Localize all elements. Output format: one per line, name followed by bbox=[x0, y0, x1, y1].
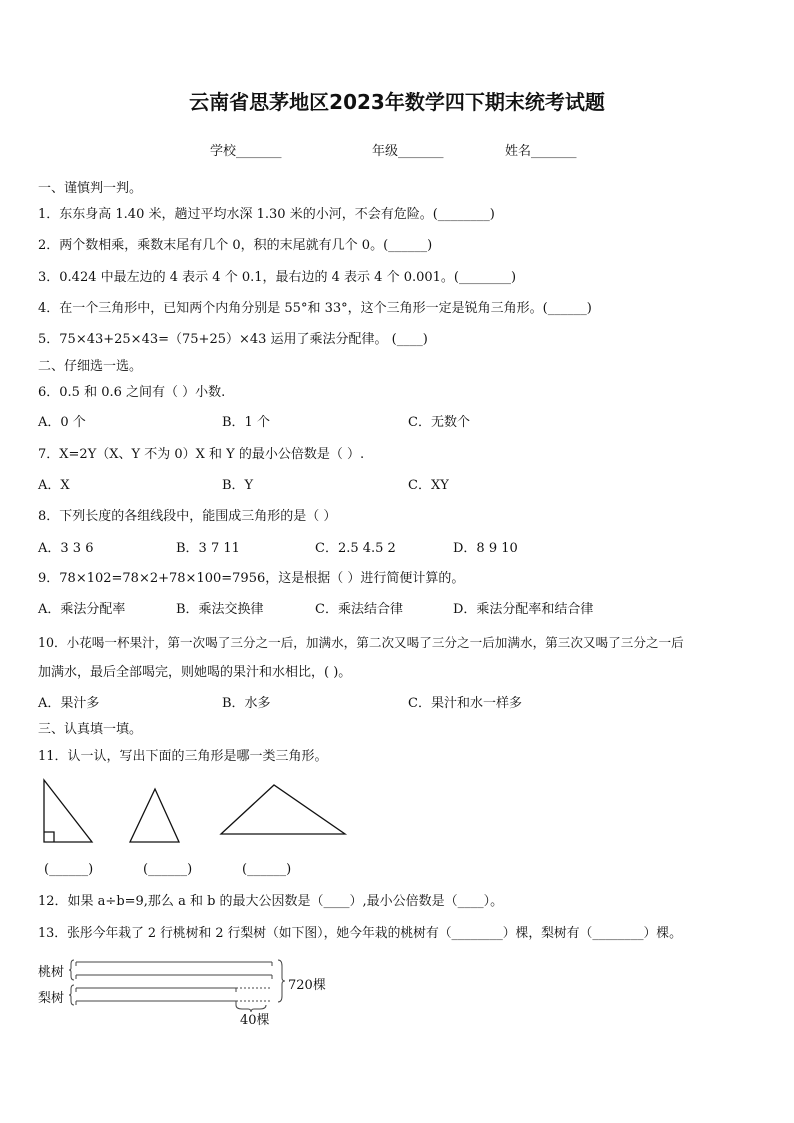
pear-tree-label: 梨树 bbox=[38, 991, 65, 1006]
question-9: 9．78×102=78×2+78×100=7956，这是根据（ ）进行简便计算的。 bbox=[38, 571, 465, 586]
page-title: 云南省思茅地区2023年数学四下期末统考试题 bbox=[189, 90, 605, 114]
q7-option-c[interactable]: C．XY bbox=[408, 478, 449, 493]
question-13: 13．张彤今年栽了 2 行桃树和 2 行梨树（如下图），她今年栽的桃树有（________）棵，梨树有（________）棵。 bbox=[38, 926, 682, 941]
q7-option-b[interactable]: B．Y bbox=[222, 478, 254, 493]
question-3: 3．0.424 中最左边的 4 表示 4 个 0.1，最右边的 4 表示 4 个 0.001。(________) bbox=[38, 270, 517, 285]
peach-tree-label: 桃树 bbox=[38, 965, 65, 980]
q10-option-a[interactable]: A．果汁多 bbox=[38, 696, 100, 711]
question-10-line-2: 加满水，最后全部喝完，则她喝的果汁和水相比，( )。 bbox=[38, 665, 352, 680]
q11-blank-1[interactable]: (______) bbox=[44, 862, 94, 877]
question-8: 8．下列长度的各组线段中，能围成三角形的是（ ） bbox=[38, 509, 337, 524]
q9-option-b[interactable]: B．乘法交换律 bbox=[176, 602, 264, 617]
section-heading-3: 三、认真填一填。 bbox=[38, 722, 143, 737]
name-field[interactable]: 姓名_______ bbox=[505, 144, 577, 159]
q6-option-b[interactable]: B．1 个 bbox=[222, 415, 270, 430]
q9-option-d[interactable]: D．乘法分配率和结合律 bbox=[453, 602, 594, 617]
question-10-line-1: 10．小花喝一杯果汁，第一次喝了三分之一后，加满水，第二次又喝了三分之一后加满水，第三次又喝了三分之一后 bbox=[38, 635, 684, 650]
total-count-label: 720棵 bbox=[288, 978, 326, 993]
q11-blank-2[interactable]: (______) bbox=[143, 862, 193, 877]
q6-option-a[interactable]: A．0 个 bbox=[38, 415, 86, 430]
q11-blank-3[interactable]: (______) bbox=[242, 862, 292, 877]
question-1: 1．东东身高 1.40 米，趟过平均水深 1.30 米的小河，不会有危险。(________) bbox=[38, 207, 495, 222]
q6-option-c[interactable]: C．无数个 bbox=[408, 415, 470, 430]
section-heading-2: 二、仔细选一选。 bbox=[38, 359, 143, 374]
school-field[interactable]: 学校_______ bbox=[210, 144, 282, 159]
question-12: 12．如果 a÷b=9,那么 a 和 b 的最大公因数是（____）,最小公倍数是（____）。 bbox=[38, 894, 504, 909]
question-7: 7．X=2Y（X、Y 不为 0）X 和 Y 的最小公倍数是（ ）. bbox=[38, 447, 365, 462]
question-11: 11．认一认，写出下面的三角形是哪一类三角形。 bbox=[38, 749, 328, 764]
q9-option-c[interactable]: C．乘法结合律 bbox=[315, 602, 403, 617]
q10-option-c[interactable]: C．果汁和水一样多 bbox=[408, 696, 522, 711]
section-heading-1: 一、谨慎判一判。 bbox=[38, 181, 143, 196]
question-5: 5．75×43+25×43=（75+25）×43 运用了乘法分配律。 (____) bbox=[38, 332, 428, 347]
grade-field[interactable]: 年级_______ bbox=[372, 144, 444, 159]
q7-option-a[interactable]: A．X bbox=[38, 478, 70, 493]
q8-option-b[interactable]: B．3 7 11 bbox=[176, 541, 240, 556]
q9-option-a[interactable]: A．乘法分配率 bbox=[38, 602, 126, 617]
difference-count-label: 40棵 bbox=[240, 1013, 270, 1028]
q8-option-d[interactable]: D．8 9 10 bbox=[453, 541, 518, 556]
question-6: 6．0.5 和 0.6 之间有（ ）小数. bbox=[38, 385, 226, 400]
q8-option-a[interactable]: A．3 3 6 bbox=[38, 541, 94, 556]
question-2: 2．两个数相乘，乘数末尾有几个 0，积的末尾就有几个 0。(______) bbox=[38, 238, 433, 253]
q8-option-c[interactable]: C．2.5 4.5 2 bbox=[315, 541, 396, 556]
q10-option-b[interactable]: B．水多 bbox=[222, 696, 271, 711]
question-4: 4．在一个三角形中，已知两个内角分别是 55°和 33°，这个三角形一定是锐角三角形。(______) bbox=[38, 301, 592, 316]
